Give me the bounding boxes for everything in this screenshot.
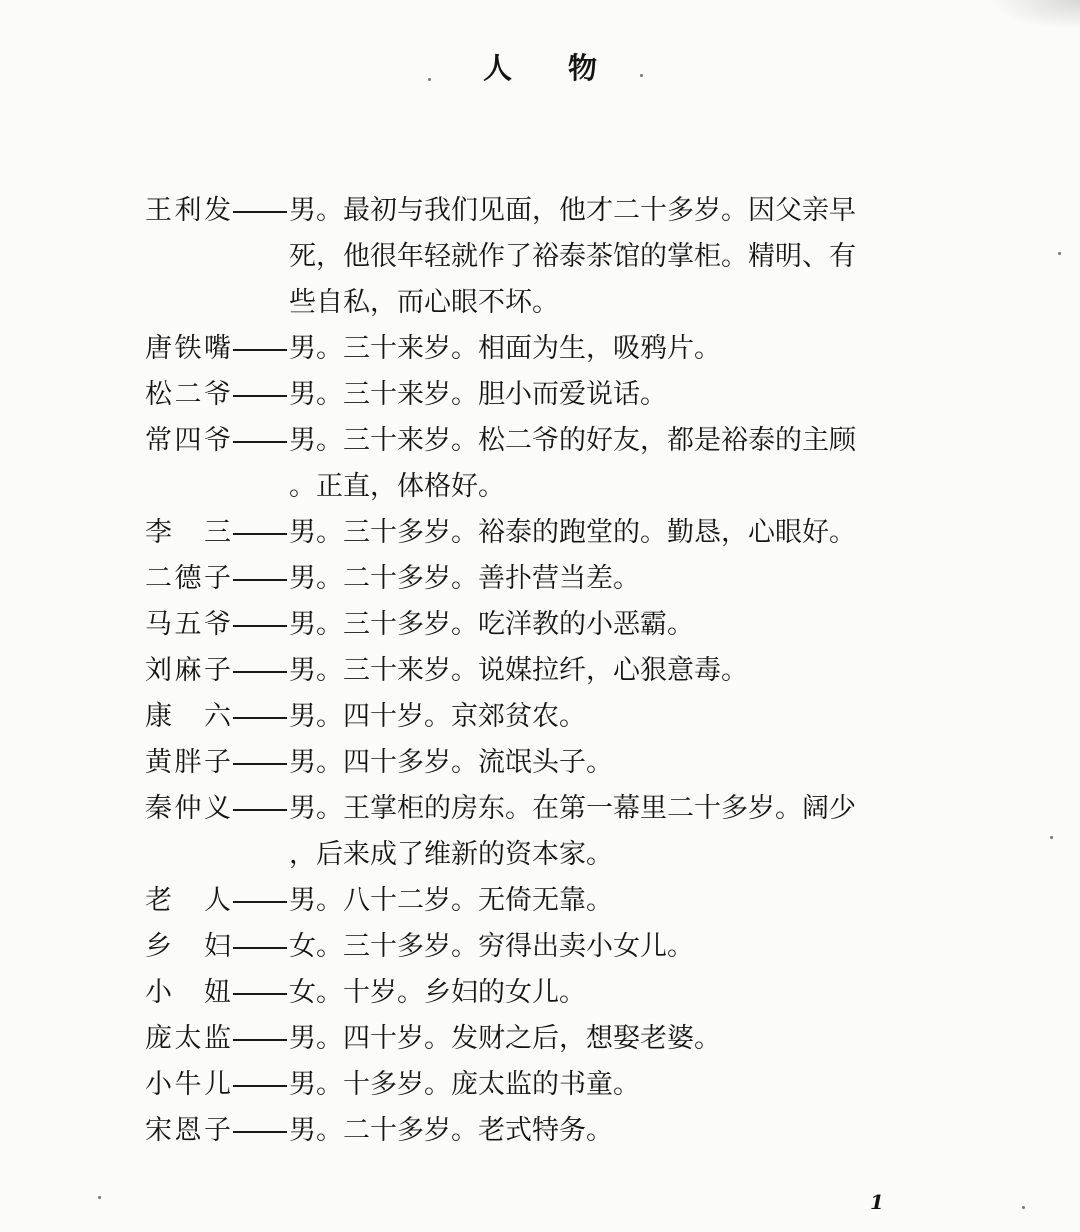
character-entry (145, 372, 1025, 418)
character-name (145, 1062, 231, 1108)
name-char: 牛 (174, 1069, 202, 1100)
character-name (145, 740, 231, 786)
name-char: 铁 (174, 333, 202, 364)
name-char: 二 (145, 563, 172, 594)
character-name (145, 1016, 231, 1062)
name-char: 子 (204, 655, 231, 686)
em-dash (231, 372, 289, 418)
character-name (145, 878, 231, 924)
em-dash (231, 326, 289, 372)
name-char: 唐 (145, 333, 172, 364)
name-char: 人 (204, 885, 231, 916)
em-dash (231, 602, 289, 648)
name-char: 康 (145, 701, 172, 732)
name-char: 妇 (204, 931, 231, 962)
em-dash (231, 1108, 289, 1154)
name-char: 太 (174, 1023, 202, 1054)
character-description: 男。四十岁。京郊贫农。 (289, 701, 586, 732)
name-char: 刘 (145, 655, 172, 686)
character-name (145, 1108, 231, 1154)
name-char: 王 (145, 195, 172, 226)
character-entry (145, 1062, 1025, 1108)
em-dash (231, 924, 289, 970)
character-entry (145, 556, 1025, 602)
character-name (145, 418, 231, 464)
character-entry (145, 1016, 1025, 1062)
character-entry (145, 786, 1025, 878)
name-char: 马 (145, 609, 172, 640)
name-char: 六 (204, 701, 231, 732)
scan-speck (428, 78, 431, 81)
character-entry (145, 694, 1025, 740)
page-number: 1 (870, 1190, 884, 1214)
character-name (145, 556, 231, 602)
em-dash (231, 878, 289, 924)
character-description: 女。三十多岁。穷得出卖小女儿。 (289, 931, 694, 962)
character-list (145, 188, 1025, 1154)
character-description: 男。二十多岁。老式特务。 (289, 1115, 613, 1146)
em-dash (231, 694, 289, 740)
character-description: 男。最初与我们见面，他才二十多岁。因父亲早死，他很年轻就作了裕泰茶馆的掌柜。精明、有些自私，而心眼不坏。 (289, 195, 856, 318)
character-description: 男。三十来岁。胆小而爱说话。 (289, 379, 667, 410)
name-char: 麻 (174, 655, 202, 686)
character-name (145, 786, 231, 832)
character-description: 男。八十二岁。无倚无靠。 (289, 885, 613, 916)
name-char: 三 (204, 517, 231, 548)
character-description: 男。三十多岁。吃洋教的小恶霸。 (289, 609, 694, 640)
name-char: 二 (174, 379, 202, 410)
page-title (0, 46, 1080, 87)
name-char: 爷 (204, 425, 231, 456)
name-char: 常 (145, 425, 172, 456)
name-char: 子 (204, 563, 231, 594)
name-char: 子 (204, 747, 231, 778)
scan-speck (1050, 836, 1053, 839)
em-dash (231, 786, 289, 832)
name-char: 四 (174, 425, 202, 456)
character-description: 女。十岁。乡妇的女儿。 (289, 977, 586, 1008)
character-description: 男。十多岁。庞太监的书童。 (289, 1069, 640, 1100)
character-entry (145, 924, 1025, 970)
character-description: 男。三十来岁。相面为生，吸鸦片。 (289, 333, 721, 364)
name-char: 发 (204, 195, 231, 226)
character-description: 男。四十多岁。流氓头子。 (289, 747, 613, 778)
scan-speck (640, 74, 643, 77)
name-char: 仲 (174, 793, 202, 824)
name-char: 胖 (174, 747, 202, 778)
name-char: 爷 (204, 379, 231, 410)
character-name (145, 188, 231, 234)
em-dash (231, 556, 289, 602)
page-corner-shadow (990, 0, 1080, 30)
name-char: 恩 (174, 1115, 202, 1146)
name-char: 小 (145, 1069, 172, 1100)
character-name (145, 372, 231, 418)
em-dash (231, 510, 289, 556)
character-name (145, 694, 231, 740)
character-description: 男。四十岁。发财之后，想娶老婆。 (289, 1023, 721, 1054)
em-dash (231, 1016, 289, 1062)
em-dash (231, 648, 289, 694)
character-entry (145, 648, 1025, 694)
character-name (145, 326, 231, 372)
name-char: 儿 (204, 1069, 231, 1100)
character-description: 男。王掌柜的房东。在第一幕里二十多岁。阔少，后来成了维新的资本家。 (289, 793, 856, 870)
title-char-1: 人 (482, 51, 512, 85)
character-entry (145, 510, 1025, 556)
em-dash (231, 1062, 289, 1108)
title-char-2: 物 (568, 51, 598, 85)
character-name (145, 510, 231, 556)
character-description: 男。三十来岁。松二爷的好友，都是裕泰的主顾。正直，体格好。 (289, 425, 856, 502)
name-char: 爷 (204, 609, 231, 640)
name-char: 秦 (145, 793, 172, 824)
character-entry (145, 602, 1025, 648)
name-char: 庞 (145, 1023, 172, 1054)
name-char: 子 (204, 1115, 231, 1146)
character-entry (145, 878, 1025, 924)
name-char: 妞 (204, 977, 231, 1008)
name-char: 德 (174, 563, 202, 594)
character-name (145, 924, 231, 970)
character-description: 男。三十来岁。说媒拉纤，心狠意毒。 (289, 655, 748, 686)
character-entry (145, 418, 1025, 510)
name-char: 五 (174, 609, 202, 640)
character-entry (145, 1108, 1025, 1154)
character-entry (145, 740, 1025, 786)
name-char: 松 (145, 379, 172, 410)
name-char: 小 (145, 977, 172, 1008)
em-dash (231, 188, 289, 234)
character-entry (145, 188, 1025, 326)
name-char: 乡 (145, 931, 172, 962)
character-entry (145, 970, 1025, 1016)
character-name (145, 970, 231, 1016)
scan-speck (1058, 252, 1061, 255)
name-char: 监 (204, 1023, 231, 1054)
em-dash (231, 970, 289, 1016)
name-char: 李 (145, 517, 172, 548)
character-description: 男。三十多岁。裕泰的跑堂的。勤恳，心眼好。 (289, 517, 856, 548)
name-char: 嘴 (204, 333, 231, 364)
em-dash (231, 418, 289, 464)
name-char: 老 (145, 885, 172, 916)
scan-speck (98, 1196, 101, 1199)
name-char: 义 (204, 793, 231, 824)
name-char: 宋 (145, 1115, 172, 1146)
character-entry (145, 326, 1025, 372)
em-dash (231, 740, 289, 786)
character-name (145, 648, 231, 694)
scan-speck (1022, 1206, 1025, 1209)
name-char: 黄 (145, 747, 172, 778)
name-char: 利 (174, 195, 202, 226)
character-name (145, 602, 231, 648)
character-description: 男。二十多岁。善扑营当差。 (289, 563, 640, 594)
